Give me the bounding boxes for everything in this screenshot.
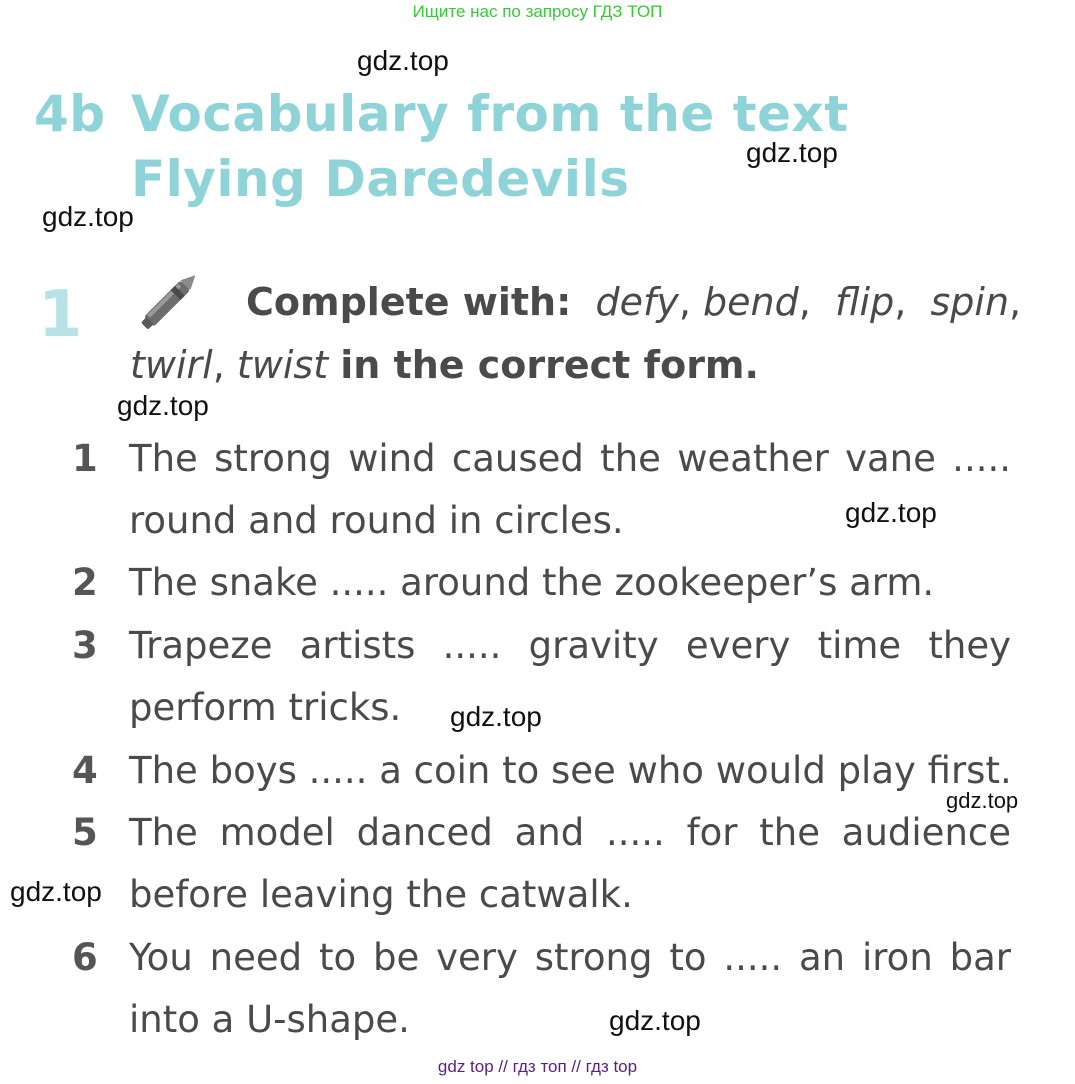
item-number: 4 [72, 749, 98, 792]
watermark: gdz.top [357, 45, 449, 76]
item-text: perform tricks. [129, 686, 402, 729]
exercise-number: 1 [38, 278, 83, 352]
word-twist: twist [236, 343, 329, 387]
page-title: Vocabulary from the text [131, 85, 849, 143]
item-text: The strong wind caused the weather vane ..... [129, 437, 1011, 480]
word-defy: defy [595, 280, 679, 324]
page-subtitle: Flying Daredevils [131, 150, 630, 208]
item-number: 2 [72, 561, 98, 604]
top-banner-link[interactable]: Ищите нас по запросу ГДЗ ТОП [412, 2, 663, 21]
item-text: Trapeze artists ..... gravity every time they [129, 624, 1011, 667]
word-spin: spin [930, 280, 1010, 324]
instruction-line-2: twirl, twist in the correct form. [130, 343, 759, 387]
word-bend: bend [703, 280, 799, 324]
watermark: gdz.top [10, 876, 102, 907]
section-number: 4b [34, 85, 106, 143]
watermark: gdz.top [117, 390, 209, 421]
watermark: gdz.top [845, 497, 937, 528]
footer-links[interactable]: gdz top // гдз топ // гдз top [437, 1057, 638, 1076]
item-number: 5 [72, 811, 98, 854]
item-number: 3 [72, 624, 98, 667]
watermark: gdz.top [42, 201, 134, 232]
word-twirl: twirl [130, 343, 213, 387]
item-text: into a U-shape. [129, 998, 410, 1041]
pen-icon [132, 262, 212, 342]
watermark: gdz.top [450, 701, 542, 732]
item-text: The model danced and ..... for the audience [129, 811, 1011, 854]
watermark: gdz.top [609, 1005, 701, 1036]
item-text: You need to be very strong to ..... an iron bar [129, 936, 1011, 979]
item-number: 1 [72, 437, 98, 480]
watermark: gdz.top [746, 137, 838, 168]
watermark: gdz.top [946, 788, 1019, 813]
item-text: round and round in circles. [129, 499, 624, 542]
item-number: 6 [72, 936, 98, 979]
word-flip: flip [835, 280, 895, 324]
item-text: The snake ..... around the zookeeper’s arm. [129, 561, 935, 604]
item-text: before leaving the catwalk. [129, 873, 633, 916]
instruction-label: Complete with: [246, 280, 572, 324]
instruction-end: in the correct form. [340, 343, 759, 387]
instruction-line-1: Complete with: defy, bend, flip, spin, [246, 280, 1022, 324]
item-text: The boys ..... a coin to see who would play first. [129, 749, 1012, 792]
